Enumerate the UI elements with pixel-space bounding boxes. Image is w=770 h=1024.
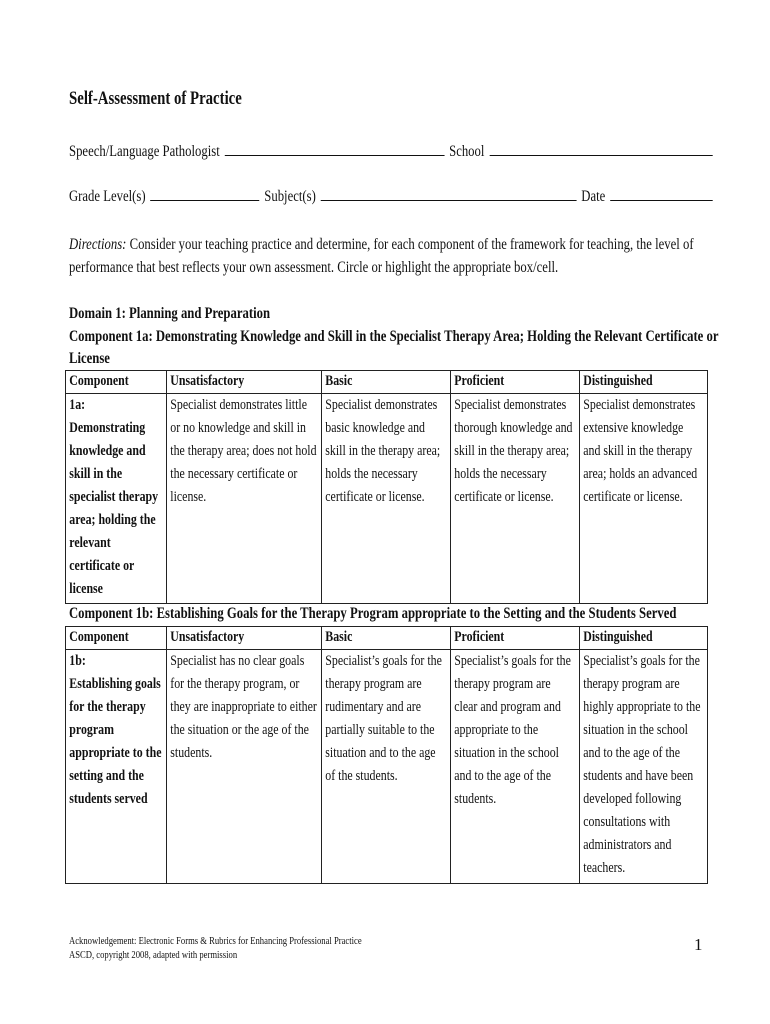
directions-body: Consider your teaching practice and determine, for each component of the framework for teaching, the level of performance that best reflects your own assessment. Circle or highlight the appropriate box/cell.: [69, 236, 694, 276]
grade-subject-date-row: [69, 187, 714, 206]
cell-line: specialist therapy: [69, 489, 159, 505]
cell-line: Specialist demonstrates: [325, 397, 438, 413]
cell-line: and to the age of the: [454, 768, 552, 784]
header-distinguished: Distinguished: [580, 627, 708, 650]
rubric-table-1a: [65, 370, 708, 604]
component-1b-heading: Component 1b: Establishing Goals for the Therapy Program appropriate to the Setting and the Students Served: [69, 605, 677, 622]
cell-line: area; holding the: [69, 512, 156, 528]
slp-school-row: [69, 142, 714, 161]
header-proficient: Proficient: [451, 627, 580, 650]
rubric-table-1b: [65, 626, 708, 884]
page-number: 1: [694, 935, 703, 954]
cell-line: teachers.: [583, 860, 626, 876]
cell-line: Specialist’s goals for the: [454, 653, 571, 669]
cell-line: extensive knowledge: [583, 420, 684, 436]
cell-line: they are inappropriate to either: [170, 699, 317, 715]
cell-line: certificate or license.: [325, 489, 425, 505]
cell-line: Establishing goals: [69, 676, 161, 692]
cell-line: appropriate to the: [69, 745, 162, 761]
cell-line: administrators and: [583, 837, 672, 853]
grade-level-field[interactable]: [150, 187, 259, 201]
cell-line: partially suitable to the: [325, 722, 435, 738]
table-row: [66, 650, 708, 884]
header-proficient: Proficient: [451, 371, 580, 394]
cell-line: basic knowledge and: [325, 420, 425, 436]
cell-line: situation and to the age: [325, 745, 436, 761]
cell-line: license.: [170, 489, 207, 505]
cell-line: thorough knowledge and: [454, 420, 573, 436]
table-row: [66, 394, 708, 604]
proficient-cell[interactable]: [451, 394, 580, 604]
cell-line: rudimentary and are: [325, 699, 422, 715]
cell-line: for the therapy: [69, 699, 146, 715]
cell-line: clear and program and: [454, 699, 561, 715]
cell-line: the therapy area; does not hold: [170, 443, 317, 459]
cell-line: for the therapy program, or: [170, 676, 300, 692]
cell-line: Specialist has no clear goals: [170, 653, 305, 669]
cell-line: Specialist’s goals for the: [583, 653, 700, 669]
cell-line: students.: [454, 791, 497, 807]
table-header-row: [66, 371, 708, 394]
cell-line: knowledge and: [69, 443, 146, 459]
basic-cell[interactable]: [322, 650, 451, 884]
cell-line: Specialist’s goals for the: [325, 653, 442, 669]
cell-line: license: [69, 581, 103, 597]
header-component: Component: [66, 627, 167, 650]
cell-line: 1a:: [69, 397, 86, 413]
grade-level-label: Grade Level(s): [69, 188, 146, 205]
cell-line: Specialist demonstrates little: [170, 397, 307, 413]
header-unsatisfactory: Unsatisfactory: [167, 371, 322, 394]
cell-line: consultations with: [583, 814, 671, 830]
cell-line: appropriate to the: [454, 722, 539, 738]
header-basic: Basic: [322, 627, 451, 650]
page-title: Self-Assessment of Practice: [69, 88, 242, 109]
cell-line: skill in the therapy area;: [454, 443, 570, 459]
school-label: School: [449, 143, 485, 160]
cell-line: holds the necessary: [454, 466, 547, 482]
cell-line: Specialist demonstrates: [454, 397, 567, 413]
cell-line: therapy program are: [583, 676, 680, 692]
component-1a-heading-line1: Component 1a: Demonstrating Knowledge and Skill in the Specialist Therapy Area; Holding the Relevant Certificate or: [69, 328, 719, 345]
domain-heading: Domain 1: Planning and Preparation: [69, 305, 271, 322]
cell-line: certificate or license.: [583, 489, 683, 505]
date-field[interactable]: [610, 187, 713, 201]
directions-lead: Directions:: [69, 236, 127, 253]
cell-line: situation in the school: [454, 745, 559, 761]
cell-line: certificate or: [69, 558, 135, 574]
cell-line: Demonstrating: [69, 420, 146, 436]
proficient-cell[interactable]: [451, 650, 580, 884]
header-distinguished: Distinguished: [580, 371, 708, 394]
cell-line: of the students.: [325, 768, 398, 784]
unsatisfactory-cell[interactable]: [167, 650, 322, 884]
cell-line: highly appropriate to the: [583, 699, 701, 715]
cell-line: the necessary certificate or: [170, 466, 298, 482]
footer-line2: ASCD, copyright 2008, adapted with permission: [69, 950, 238, 961]
cell-line: and skill in the therapy: [583, 443, 693, 459]
subjects-label: Subject(s): [264, 188, 316, 205]
cell-line: Specialist demonstrates: [583, 397, 696, 413]
unsatisfactory-cell[interactable]: [167, 394, 322, 604]
cell-line: program: [69, 722, 114, 738]
header-component: Component: [66, 371, 167, 394]
date-label: Date: [581, 188, 606, 205]
table-header-row: [66, 627, 708, 650]
cell-line: or no knowledge and skill in: [170, 420, 307, 436]
component-1a-heading-line2: License: [69, 350, 110, 367]
cell-line: area; holds an advanced: [583, 466, 698, 482]
subjects-field[interactable]: [321, 187, 577, 201]
component-cell: [66, 650, 167, 884]
cell-line: relevant: [69, 535, 111, 551]
school-field[interactable]: [489, 142, 712, 156]
slp-name-field[interactable]: [225, 142, 445, 156]
cell-line: setting and the: [69, 768, 144, 784]
cell-line: therapy program are: [325, 676, 422, 692]
cell-line: holds the necessary: [325, 466, 418, 482]
distinguished-cell[interactable]: [580, 394, 708, 604]
cell-line: developed following: [583, 791, 682, 807]
cell-line: and to the age of the: [583, 745, 681, 761]
cell-line: therapy program are: [454, 676, 551, 692]
cell-line: 1b:: [69, 653, 86, 669]
cell-line: skill in the: [69, 466, 123, 482]
component-cell: [66, 394, 167, 604]
slp-label: Speech/Language Pathologist: [69, 143, 220, 160]
cell-line: students served: [69, 791, 148, 807]
footer-line1: Acknowledgement: Electronic Forms & Rubrics for Enhancing Professional Practice: [69, 936, 362, 947]
header-basic: Basic: [322, 371, 451, 394]
cell-line: students and have been: [583, 768, 694, 784]
distinguished-cell[interactable]: [580, 650, 708, 884]
header-unsatisfactory: Unsatisfactory: [167, 627, 322, 650]
cell-line: skill in the therapy area;: [325, 443, 441, 459]
directions-text: [69, 233, 717, 279]
cell-line: students.: [170, 745, 213, 761]
cell-line: situation in the school: [583, 722, 688, 738]
basic-cell[interactable]: [322, 394, 451, 604]
cell-line: certificate or license.: [454, 489, 554, 505]
cell-line: the situation or the age of the: [170, 722, 309, 738]
acknowledgement-footer: [69, 935, 362, 963]
